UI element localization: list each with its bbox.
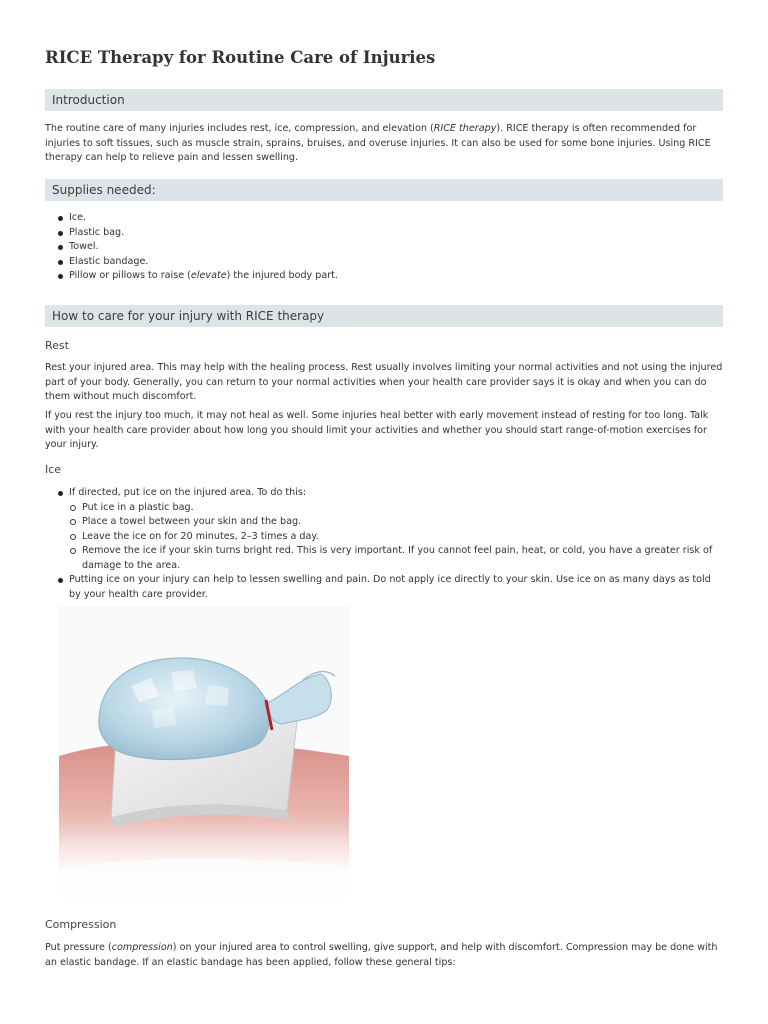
section-heading-care: How to care for your injury with RICE therapy	[45, 305, 723, 327]
subheading-ice: Ice	[45, 463, 62, 476]
section-heading-supplies: Supplies needed:	[45, 179, 723, 201]
subheading-compression: Compression	[45, 918, 117, 931]
section-heading-introduction: Introduction	[45, 89, 723, 111]
compression-paragraph: Put pressure (compression) on your injured area to control swelling, give support, and help with discomfort. Compression may be done with an elastic bandage. If an elastic bandage has been applied, follow these general tips:	[45, 942, 718, 968]
sub-list-item: Remove the ice if your skin turns bright red. This is very important. If you cannot feel pain, heat, or cold, you have a greater risk of damage to the area.	[45, 544, 723, 573]
list-item: If directed, put ice on the injured area. To do this:	[45, 486, 723, 501]
list-item: Putting ice on your injury can help to lessen swelling and pain. Do not apply ice directly to your skin. Use ice on as many days as told by your health care provider.	[45, 573, 723, 602]
ice-bag-on-skin-image	[59, 606, 349, 906]
list-item: Towel.	[45, 240, 723, 255]
introduction-paragraph: The routine care of many injuries includes rest, ice, compression, and elevation (RICE therapy). RICE therapy is often recommended for injuries to soft tissues, such as muscle strain, sprains, bruises, and overuse injuries. It can also be used for some bone injuries. Using RICE therapy can help to relieve pain and lessen swelling.	[45, 123, 711, 163]
subheading-rest: Rest	[45, 339, 69, 352]
sub-list-item: Put ice in a plastic bag.	[45, 501, 723, 516]
sub-list-item: Leave the ice on for 20 minutes, 2–3 times a day.	[45, 530, 723, 545]
list-item: Pillow or pillows to raise (elevate) the injured body part.	[45, 269, 723, 284]
list-item: Ice.	[45, 211, 723, 226]
list-item: Plastic bag.	[45, 226, 723, 241]
list-item: Elastic bandage.	[45, 255, 723, 270]
ice-list	[45, 486, 723, 602]
ice-bag-illustration	[59, 606, 349, 906]
supplies-list	[45, 211, 723, 284]
rest-paragraph-2: If you rest the injury too much, it may not heal as well. Some injuries heal better with early movement instead of resting for too long. Talk with your health care provider about how long you should limit your activities and whether you should start range-of-motion exercises for your injury.	[45, 410, 709, 450]
sub-list-item: Place a towel between your skin and the bag.	[45, 515, 723, 530]
page-title: RICE Therapy for Routine Care of Injuries	[45, 48, 436, 67]
rest-paragraph-1: Rest your injured area. This may help with the healing process. Rest usually involves limiting your normal activities and not using the injured part of your body. Generally, you can return to your normal activities when your health care provider says it is okay and when you can do them without much discomfort.	[45, 362, 723, 402]
